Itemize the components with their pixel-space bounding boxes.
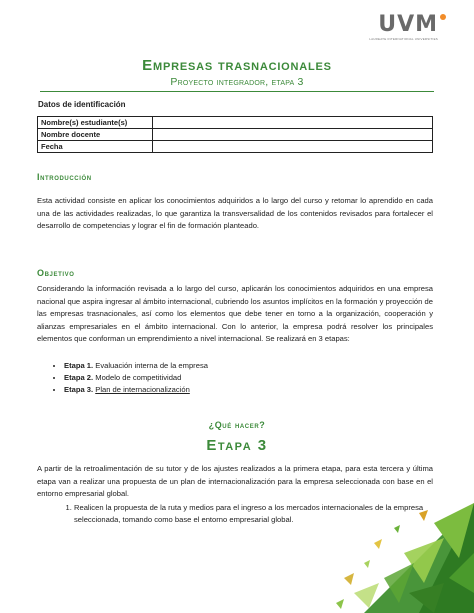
uvm-logo: [356, 14, 438, 44]
student-name-field[interactable]: [153, 117, 433, 129]
list-item: 1. Realicen la propuesta de la ruta y medios para el ingreso a los mercados internacionales de la empresa seleccionada, tomando como base el entorno empresarial global.: [74, 502, 426, 526]
row-key: Nombre(s) estudiante(s): [38, 117, 153, 129]
list-item: [64, 360, 208, 372]
document-title: Empresas trasnacionales: [142, 57, 332, 74]
intro-text: Esta actividad consiste en aplicar los conocimientos adquiridos a lo largo del curso y retomar lo aprendido en cada una de las actividades realizadas, lo que garantiza la transversalidad de los contenidos revisados para fortalecer el desarrollo de competencias y lograr el fin de formación planteado.: [37, 196, 433, 230]
logo-text: UVM: [378, 12, 438, 37]
identification-label: Datos de identificación: [38, 100, 126, 109]
what-to-do-heading: ¿Qué hacer?: [208, 420, 266, 430]
stage-label: Etapa 1.: [64, 361, 94, 370]
stage-description: A partir de la retroalimentación de su tutor y de los ajustes realizados a la primera etapa, para esta tercera y última etapa van a realizar una propuesta de un plan de internacionalización para la empresa seleccionada con base en el entorno empresarial global.: [37, 464, 433, 498]
date-field[interactable]: [153, 141, 433, 153]
decorative-triangles-graphic: [324, 483, 474, 613]
logo-dot: [440, 14, 446, 20]
objective-heading: Objetivo: [37, 268, 75, 278]
table-row: [38, 117, 433, 129]
stage-link[interactable]: Plan de internacionalización: [95, 385, 190, 394]
stage-title: Etapa 3: [206, 437, 268, 454]
intro-heading: Introducción: [37, 172, 92, 182]
document-subtitle: Proyecto integrador, etapa 3: [170, 76, 304, 88]
teacher-name-field[interactable]: [153, 129, 433, 141]
table-row: [38, 141, 433, 153]
stage-text: Evaluación interna de la empresa: [95, 361, 208, 370]
title-divider: [40, 91, 434, 92]
list-item: [64, 384, 208, 396]
list-item: [64, 372, 208, 384]
objective-text: Considerando la información revisada a lo largo del curso, aplicarán los conocimientos adquiridos en una empresa nacional que aspira ingresar al ámbito internacional, cubriendo los asuntos implícitos en la formación y proyección de las empresas trasnacionales, así como los elementos que debe tener en torno a la organización, cooperación y alianzas empresariales en el ámbito internacional. Con lo anterior, la empresa podrá resolver los principales elementos que conforman un emprendimiento a nivel internacional. Se realizará en 3 etapas:: [37, 284, 433, 343]
row-key: Nombre docente: [38, 129, 153, 141]
stages-list: [52, 360, 208, 396]
stage-label: Etapa 3.: [64, 385, 94, 394]
stage-text: Modelo de competitividad: [95, 373, 182, 382]
stage-label: Etapa 2.: [64, 373, 94, 382]
identification-table: [37, 116, 433, 153]
table-row: [38, 129, 433, 141]
row-key: Fecha: [38, 141, 153, 153]
logo-subtext: LAUREATE INTERNATIONAL UNIVERSITIES: [369, 37, 438, 41]
